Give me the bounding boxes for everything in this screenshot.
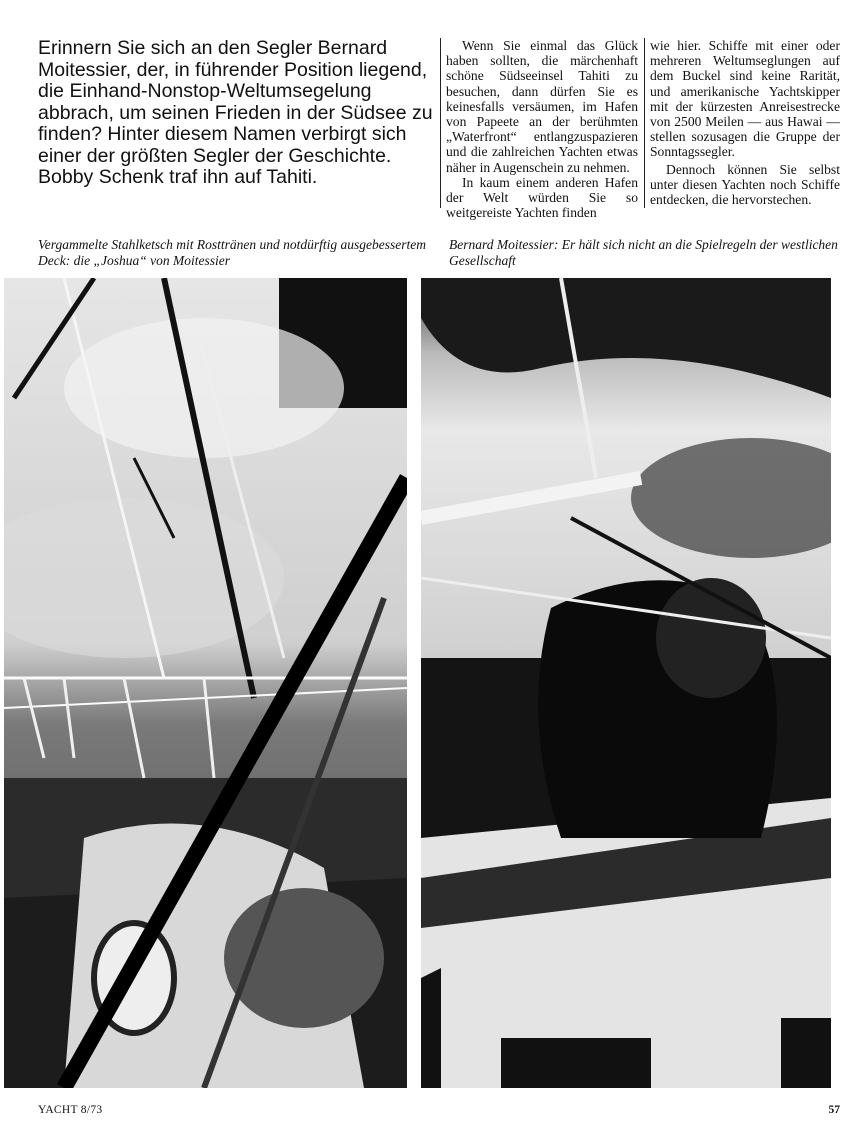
- photo-caption-left: Vergammelte Stahlketsch mit Rosttränen und notdürftig ausgebessertem Deck: die „Joshua“ von Moitessier: [38, 237, 426, 268]
- column-rule: [644, 38, 645, 208]
- intro-text: Erinnern Sie sich an den Segler Bernard Moitessier, der, in führender Position liegend, die Einhand-Nonstop-Weltumsegelung abbrach, um seinen Frieden in der Südsee zu finden? Hinter diesem Namen verbirgt sich einer der größten Segler der Geschichte. Bobby Schenk traf ihn auf Tahiti.: [38, 37, 433, 188]
- photo-yacht-joshua: [4, 278, 407, 1088]
- photo-caption-right: Bernard Moitessier: Er hält sich nicht an die Spielregeln der westlichen Gesellschaft: [449, 237, 838, 268]
- footer-magazine: YACHT 8/73: [38, 1104, 103, 1116]
- article-column-2: [650, 38, 840, 207]
- article-paragraph: In kaum einem anderen Hafen der Welt würden Sie so weitgereiste Yachten finden: [446, 174, 638, 221]
- article-paragraph: Dennoch können Sie selbst unter diesen Yachten noch Schiffe entdecken, die hervorstechen.: [650, 161, 840, 208]
- photo-moitessier: [421, 278, 831, 1088]
- page-number: 57: [828, 1104, 840, 1116]
- column-rule: [440, 38, 441, 208]
- article-paragraph: Wenn Sie einmal das Glück haben sollten, die märchenhaft schöne Südseeinsel Tahiti zu besuchen, dann dürfen Sie es keinesfalls versäumen, im Hafen von Papeete an der berühmten „Waterfront“ entlangzuspazieren und die zahlreichen Yachten etwas näher in Augenschein zu nehmen.: [446, 38, 638, 175]
- article-paragraph: wie hier. Schiffe mit einer oder mehreren Weltumseglungen auf dem Buckel sind keine Rarität, und amerikanische Yachtskipper mit der kürzesten Anreisestrecke von 2500 Meilen — aus Hawai — stellen sozusagen die Gruppe der Sonntagssegler.: [650, 38, 840, 160]
- article-column-1: [446, 38, 638, 220]
